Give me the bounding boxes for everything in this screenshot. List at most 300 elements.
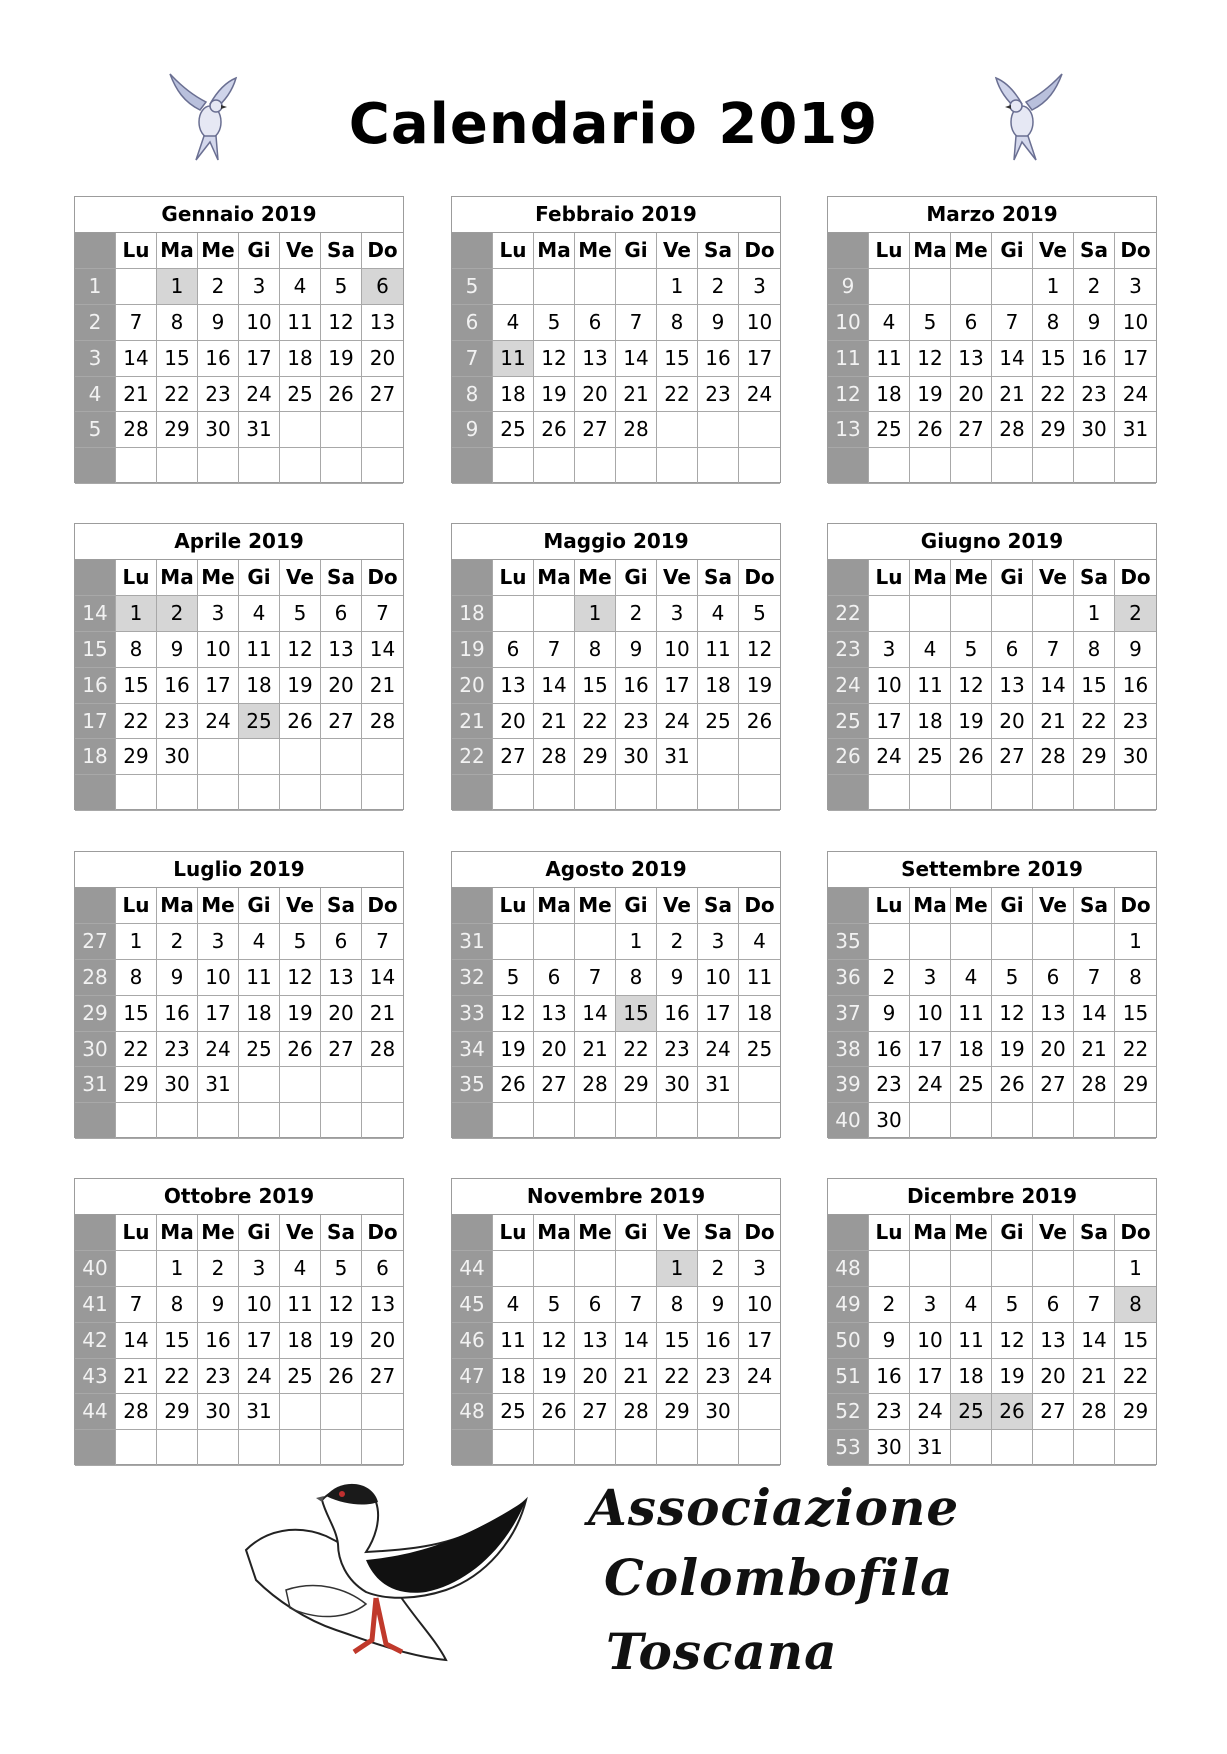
month-grid xyxy=(75,1215,403,1466)
weekday-header: Sa xyxy=(321,233,362,269)
weekday-header: Gi xyxy=(992,233,1033,269)
day-cell: 30 xyxy=(157,739,198,775)
week-number: 5 xyxy=(75,412,116,448)
day-cell: 24 xyxy=(239,377,280,413)
day-cell xyxy=(698,1430,739,1466)
day-cell: 23 xyxy=(616,704,657,740)
week-number: 29 xyxy=(75,996,116,1032)
day-cell: 12 xyxy=(910,341,951,377)
day-cell: 14 xyxy=(1074,996,1115,1032)
week-number: 22 xyxy=(828,596,869,632)
day-cell: 25 xyxy=(739,1032,780,1068)
weekday-header: Do xyxy=(739,233,780,269)
day-cell xyxy=(321,1067,362,1103)
day-cell: 22 xyxy=(1115,1032,1156,1068)
day-cell: 3 xyxy=(1115,269,1156,305)
week-number: 18 xyxy=(452,596,493,632)
day-cell: 8 xyxy=(657,305,698,341)
weekday-header: Ma xyxy=(534,233,575,269)
day-cell: 25 xyxy=(493,412,534,448)
day-cell: 13 xyxy=(1033,1323,1074,1359)
month-grid xyxy=(828,233,1156,484)
week-number: 13 xyxy=(828,412,869,448)
day-cell: 7 xyxy=(616,1287,657,1323)
day-cell: 16 xyxy=(1115,668,1156,704)
weekday-header: Gi xyxy=(616,888,657,924)
day-cell xyxy=(362,775,403,811)
day-cell: 27 xyxy=(1033,1394,1074,1430)
week-number: 8 xyxy=(452,377,493,413)
day-cell xyxy=(951,269,992,305)
week-number-header xyxy=(452,560,493,596)
day-cell: 3 xyxy=(657,596,698,632)
day-cell: 24 xyxy=(198,704,239,740)
day-cell xyxy=(1033,448,1074,484)
day-cell: 2 xyxy=(698,1251,739,1287)
day-cell xyxy=(1033,775,1074,811)
day-cell xyxy=(739,1103,780,1139)
weekday-header: Lu xyxy=(116,233,157,269)
day-cell xyxy=(493,924,534,960)
day-cell xyxy=(157,448,198,484)
day-cell: 6 xyxy=(534,960,575,996)
day-cell: 5 xyxy=(534,1287,575,1323)
day-cell: 14 xyxy=(1074,1323,1115,1359)
week-number: 32 xyxy=(452,960,493,996)
day-cell: 23 xyxy=(698,377,739,413)
day-cell xyxy=(910,1251,951,1287)
day-cell: 7 xyxy=(1033,632,1074,668)
day-cell xyxy=(1115,1103,1156,1139)
day-cell: 8 xyxy=(157,305,198,341)
day-cell: 13 xyxy=(321,632,362,668)
weekday-header: Ve xyxy=(1033,560,1074,596)
day-cell xyxy=(739,412,780,448)
week-number: 21 xyxy=(452,704,493,740)
weekday-header: Sa xyxy=(1074,1215,1115,1251)
day-cell: 25 xyxy=(910,739,951,775)
day-cell: 15 xyxy=(616,996,657,1032)
day-cell: 31 xyxy=(239,412,280,448)
day-cell: 26 xyxy=(280,1032,321,1068)
day-cell: 16 xyxy=(157,668,198,704)
day-cell xyxy=(869,924,910,960)
day-cell xyxy=(657,1103,698,1139)
weekday-header: Do xyxy=(739,560,780,596)
day-cell xyxy=(1074,1103,1115,1139)
day-cell xyxy=(951,1430,992,1466)
month-grid xyxy=(452,888,780,1139)
day-cell xyxy=(534,448,575,484)
weekday-header: Gi xyxy=(239,233,280,269)
day-cell: 19 xyxy=(280,668,321,704)
weekday-header: Ma xyxy=(910,888,951,924)
week-number: 12 xyxy=(828,377,869,413)
day-cell: 9 xyxy=(698,1287,739,1323)
week-number: 14 xyxy=(75,596,116,632)
day-cell: 11 xyxy=(739,960,780,996)
day-cell xyxy=(575,448,616,484)
weekday-header: Ve xyxy=(280,560,321,596)
day-cell: 7 xyxy=(534,632,575,668)
day-cell: 6 xyxy=(362,1251,403,1287)
day-cell: 4 xyxy=(493,305,534,341)
week-number: 31 xyxy=(75,1067,116,1103)
day-cell: 17 xyxy=(910,1032,951,1068)
month-title: Gennaio 2019 xyxy=(75,197,403,233)
day-cell: 10 xyxy=(239,1287,280,1323)
day-cell xyxy=(575,924,616,960)
month-title: Luglio 2019 xyxy=(75,852,403,888)
day-cell: 29 xyxy=(575,739,616,775)
day-cell xyxy=(321,739,362,775)
weekday-header: Do xyxy=(1115,233,1156,269)
week-number: 47 xyxy=(452,1359,493,1395)
week-number: 40 xyxy=(75,1251,116,1287)
day-cell: 4 xyxy=(951,1287,992,1323)
week-number: 31 xyxy=(452,924,493,960)
week-number: 52 xyxy=(828,1394,869,1430)
weekday-header: Gi xyxy=(239,888,280,924)
week-number: 38 xyxy=(828,1032,869,1068)
weekday-header: Me xyxy=(951,233,992,269)
day-cell: 21 xyxy=(1074,1359,1115,1395)
week-number: 30 xyxy=(75,1032,116,1068)
month-calendar xyxy=(827,196,1157,483)
day-cell xyxy=(239,1430,280,1466)
week-number: 4 xyxy=(75,377,116,413)
day-cell: 1 xyxy=(1074,596,1115,632)
day-cell: 3 xyxy=(910,1287,951,1323)
day-cell: 4 xyxy=(869,305,910,341)
day-cell: 17 xyxy=(869,704,910,740)
day-cell: 18 xyxy=(239,668,280,704)
weekday-header: Lu xyxy=(116,888,157,924)
day-cell: 7 xyxy=(992,305,1033,341)
weekday-header: Me xyxy=(951,1215,992,1251)
week-number: 44 xyxy=(452,1251,493,1287)
day-cell: 29 xyxy=(657,1394,698,1430)
week-number: 51 xyxy=(828,1359,869,1395)
week-number xyxy=(828,775,869,811)
day-cell: 20 xyxy=(1033,1359,1074,1395)
month-calendar xyxy=(74,523,404,810)
day-cell xyxy=(739,1430,780,1466)
week-number-header xyxy=(828,233,869,269)
day-cell: 18 xyxy=(698,668,739,704)
day-cell: 5 xyxy=(493,960,534,996)
day-cell: 23 xyxy=(1074,377,1115,413)
day-cell: 8 xyxy=(116,632,157,668)
day-cell xyxy=(951,596,992,632)
weekday-header: Sa xyxy=(698,560,739,596)
day-cell: 13 xyxy=(575,1323,616,1359)
weekday-header: Sa xyxy=(1074,560,1115,596)
day-cell: 6 xyxy=(992,632,1033,668)
weekday-header: Ve xyxy=(280,888,321,924)
day-cell: 2 xyxy=(1074,269,1115,305)
day-cell: 29 xyxy=(116,1067,157,1103)
day-cell: 11 xyxy=(280,1287,321,1323)
day-cell: 29 xyxy=(616,1067,657,1103)
day-cell xyxy=(157,1103,198,1139)
week-number xyxy=(75,448,116,484)
week-number: 40 xyxy=(828,1103,869,1139)
day-cell: 11 xyxy=(951,996,992,1032)
day-cell: 20 xyxy=(1033,1032,1074,1068)
day-cell: 25 xyxy=(951,1394,992,1430)
day-cell xyxy=(992,775,1033,811)
week-number-header xyxy=(75,888,116,924)
day-cell: 30 xyxy=(616,739,657,775)
day-cell xyxy=(575,269,616,305)
week-number xyxy=(828,448,869,484)
day-cell xyxy=(1033,1430,1074,1466)
day-cell: 29 xyxy=(1115,1394,1156,1430)
day-cell: 13 xyxy=(321,960,362,996)
day-cell: 5 xyxy=(951,632,992,668)
weekday-header: Ve xyxy=(657,233,698,269)
day-cell: 3 xyxy=(739,269,780,305)
day-cell xyxy=(1033,596,1074,632)
month-grid xyxy=(75,888,403,1139)
month-title: Febbraio 2019 xyxy=(452,197,780,233)
association-name-line1: Associazione xyxy=(588,1478,960,1537)
day-cell xyxy=(534,775,575,811)
day-cell xyxy=(869,596,910,632)
week-number: 19 xyxy=(452,632,493,668)
day-cell xyxy=(362,1430,403,1466)
week-number-header xyxy=(75,1215,116,1251)
day-cell: 1 xyxy=(657,269,698,305)
dove-icon xyxy=(166,72,250,168)
day-cell: 23 xyxy=(1115,704,1156,740)
day-cell: 7 xyxy=(362,924,403,960)
day-cell: 18 xyxy=(951,1032,992,1068)
week-number: 17 xyxy=(75,704,116,740)
week-number: 42 xyxy=(75,1323,116,1359)
day-cell: 20 xyxy=(321,668,362,704)
day-cell: 14 xyxy=(992,341,1033,377)
day-cell: 9 xyxy=(616,632,657,668)
day-cell: 28 xyxy=(116,1394,157,1430)
day-cell: 27 xyxy=(992,739,1033,775)
day-cell: 9 xyxy=(1074,305,1115,341)
day-cell: 13 xyxy=(1033,996,1074,1032)
day-cell xyxy=(992,269,1033,305)
day-cell: 30 xyxy=(869,1103,910,1139)
week-number xyxy=(75,775,116,811)
day-cell: 22 xyxy=(575,704,616,740)
weekday-header: Sa xyxy=(1074,888,1115,924)
day-cell: 9 xyxy=(157,960,198,996)
month-calendar xyxy=(827,851,1157,1138)
day-cell: 10 xyxy=(198,960,239,996)
day-cell: 14 xyxy=(116,341,157,377)
day-cell: 25 xyxy=(493,1394,534,1430)
weekday-header: Lu xyxy=(493,888,534,924)
day-cell: 19 xyxy=(910,377,951,413)
week-number: 24 xyxy=(828,668,869,704)
day-cell: 26 xyxy=(321,1359,362,1395)
day-cell xyxy=(869,775,910,811)
weekday-header: Gi xyxy=(239,1215,280,1251)
day-cell xyxy=(910,596,951,632)
day-cell xyxy=(198,775,239,811)
day-cell xyxy=(657,775,698,811)
day-cell: 30 xyxy=(198,412,239,448)
day-cell: 10 xyxy=(910,996,951,1032)
weekday-header: Me xyxy=(575,888,616,924)
day-cell: 9 xyxy=(157,632,198,668)
dove-icon xyxy=(982,72,1066,168)
month-calendar xyxy=(827,1178,1157,1465)
day-cell: 28 xyxy=(534,739,575,775)
day-cell: 28 xyxy=(116,412,157,448)
month-calendar xyxy=(74,851,404,1138)
day-cell: 26 xyxy=(493,1067,534,1103)
day-cell: 24 xyxy=(869,739,910,775)
day-cell xyxy=(493,269,534,305)
week-number: 36 xyxy=(828,960,869,996)
day-cell xyxy=(321,1430,362,1466)
day-cell xyxy=(910,924,951,960)
day-cell xyxy=(280,775,321,811)
day-cell: 31 xyxy=(239,1394,280,1430)
day-cell: 21 xyxy=(362,996,403,1032)
day-cell: 16 xyxy=(698,341,739,377)
day-cell xyxy=(1033,924,1074,960)
day-cell: 25 xyxy=(239,704,280,740)
weekday-header: Me xyxy=(951,560,992,596)
day-cell: 23 xyxy=(869,1067,910,1103)
day-cell xyxy=(657,448,698,484)
day-cell: 7 xyxy=(116,305,157,341)
day-cell: 19 xyxy=(992,1032,1033,1068)
week-number: 20 xyxy=(452,668,493,704)
day-cell: 12 xyxy=(951,668,992,704)
day-cell xyxy=(698,1103,739,1139)
day-cell: 12 xyxy=(992,1323,1033,1359)
day-cell xyxy=(534,1251,575,1287)
day-cell: 10 xyxy=(698,960,739,996)
day-cell: 15 xyxy=(157,341,198,377)
day-cell xyxy=(157,775,198,811)
day-cell: 3 xyxy=(910,960,951,996)
day-cell: 17 xyxy=(739,341,780,377)
day-cell: 28 xyxy=(1074,1067,1115,1103)
weekday-header: Me xyxy=(575,233,616,269)
day-cell xyxy=(616,269,657,305)
day-cell: 30 xyxy=(1074,412,1115,448)
day-cell: 27 xyxy=(493,739,534,775)
day-cell: 15 xyxy=(657,1323,698,1359)
day-cell: 23 xyxy=(869,1394,910,1430)
week-number-header xyxy=(828,888,869,924)
week-number: 3 xyxy=(75,341,116,377)
month-grid xyxy=(452,233,780,484)
day-cell: 17 xyxy=(198,996,239,1032)
day-cell: 26 xyxy=(280,704,321,740)
day-cell: 30 xyxy=(157,1067,198,1103)
day-cell xyxy=(362,448,403,484)
day-cell: 30 xyxy=(1115,739,1156,775)
day-cell: 22 xyxy=(157,1359,198,1395)
day-cell: 6 xyxy=(575,305,616,341)
weekday-header: Ve xyxy=(657,560,698,596)
weekday-header: Ve xyxy=(657,888,698,924)
month-grid xyxy=(75,233,403,484)
day-cell: 19 xyxy=(321,341,362,377)
day-cell: 3 xyxy=(198,596,239,632)
day-cell: 4 xyxy=(239,596,280,632)
day-cell: 11 xyxy=(869,341,910,377)
weekday-header: Ma xyxy=(534,888,575,924)
weekday-header: Gi xyxy=(616,560,657,596)
day-cell: 18 xyxy=(739,996,780,1032)
day-cell: 19 xyxy=(951,704,992,740)
day-cell: 7 xyxy=(616,305,657,341)
day-cell: 23 xyxy=(157,704,198,740)
week-number: 37 xyxy=(828,996,869,1032)
weekday-header: Me xyxy=(575,1215,616,1251)
day-cell xyxy=(321,448,362,484)
day-cell xyxy=(198,1430,239,1466)
day-cell: 10 xyxy=(198,632,239,668)
weekday-header: Ve xyxy=(1033,888,1074,924)
day-cell: 12 xyxy=(321,305,362,341)
day-cell: 16 xyxy=(616,668,657,704)
day-cell: 19 xyxy=(321,1323,362,1359)
day-cell: 20 xyxy=(362,1323,403,1359)
day-cell xyxy=(362,1394,403,1430)
day-cell xyxy=(698,739,739,775)
day-cell: 5 xyxy=(321,269,362,305)
weekday-header: Gi xyxy=(616,233,657,269)
day-cell xyxy=(657,412,698,448)
week-number: 45 xyxy=(452,1287,493,1323)
weekday-header: Do xyxy=(739,888,780,924)
day-cell: 14 xyxy=(116,1323,157,1359)
day-cell: 1 xyxy=(616,924,657,960)
weekday-header: Ma xyxy=(157,560,198,596)
day-cell: 17 xyxy=(698,996,739,1032)
day-cell: 12 xyxy=(992,996,1033,1032)
day-cell: 25 xyxy=(280,377,321,413)
day-cell xyxy=(239,1067,280,1103)
day-cell: 11 xyxy=(493,341,534,377)
day-cell: 6 xyxy=(1033,960,1074,996)
week-number: 27 xyxy=(75,924,116,960)
day-cell: 14 xyxy=(575,996,616,1032)
day-cell: 27 xyxy=(575,412,616,448)
day-cell: 29 xyxy=(116,739,157,775)
day-cell xyxy=(116,775,157,811)
day-cell: 27 xyxy=(321,704,362,740)
day-cell xyxy=(239,775,280,811)
day-cell: 7 xyxy=(116,1287,157,1323)
day-cell: 16 xyxy=(198,1323,239,1359)
day-cell xyxy=(1074,775,1115,811)
day-cell: 12 xyxy=(534,1323,575,1359)
day-cell: 29 xyxy=(157,1394,198,1430)
day-cell: 24 xyxy=(910,1067,951,1103)
day-cell xyxy=(321,1103,362,1139)
weekday-header: Ma xyxy=(534,560,575,596)
day-cell: 28 xyxy=(1033,739,1074,775)
day-cell: 15 xyxy=(1033,341,1074,377)
day-cell xyxy=(739,1394,780,1430)
